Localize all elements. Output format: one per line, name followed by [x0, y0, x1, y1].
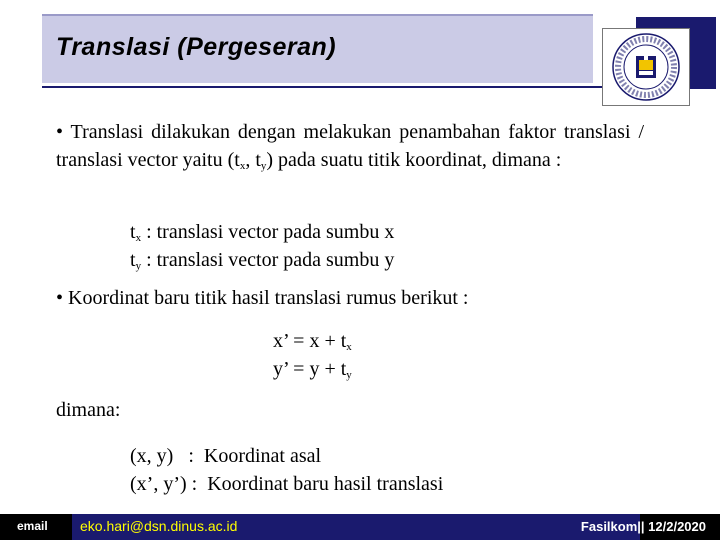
footer-faculty-date: Fasilkom|| 12/2/2020: [580, 519, 706, 534]
title-underline: [42, 86, 636, 88]
intro-text: • Translasi dilakukan dengan melakukan penambahan faktor translasi / translasi vector yaitu (t: [56, 121, 644, 171]
title-bar: [42, 14, 593, 83]
def-ty: $t_y$ : translasi vector pada sumbu y: [130, 249, 395, 272]
footer-email-address[interactable]: eko.hari@dsn.dinus.ac.id: [80, 518, 238, 534]
def-new: (x’, y’) : Koordinat baru hasil translasi: [130, 473, 444, 495]
university-seal-icon: [603, 29, 689, 105]
formula-y: y’ = $y + t_y$: [273, 358, 352, 381]
dimana-label: dimana:: [56, 399, 121, 421]
def-tx: $t_x$ : translasi vector pada sumbu x: [130, 221, 395, 244]
footer-email-label: email: [17, 519, 48, 533]
intro-sub-x: x: [239, 160, 246, 172]
intro-end: ) pada suatu titik koordinat, dimana :: [266, 149, 562, 171]
intro-mid: , t: [245, 149, 261, 171]
intro-paragraph: [56, 118, 644, 180]
def-original: (x, y) : Koordinat asal: [130, 445, 322, 467]
slide-title: Translasi (Pergeseran): [56, 33, 337, 61]
logo-card: [602, 28, 690, 106]
intro-sub-y: y: [260, 160, 267, 172]
bullet-koordinat: • Koordinat baru titik hasil translasi rumus berikut :: [56, 287, 469, 309]
footer-bar: [0, 514, 720, 540]
formula-x: x’ = $x + t_x$: [273, 330, 352, 353]
